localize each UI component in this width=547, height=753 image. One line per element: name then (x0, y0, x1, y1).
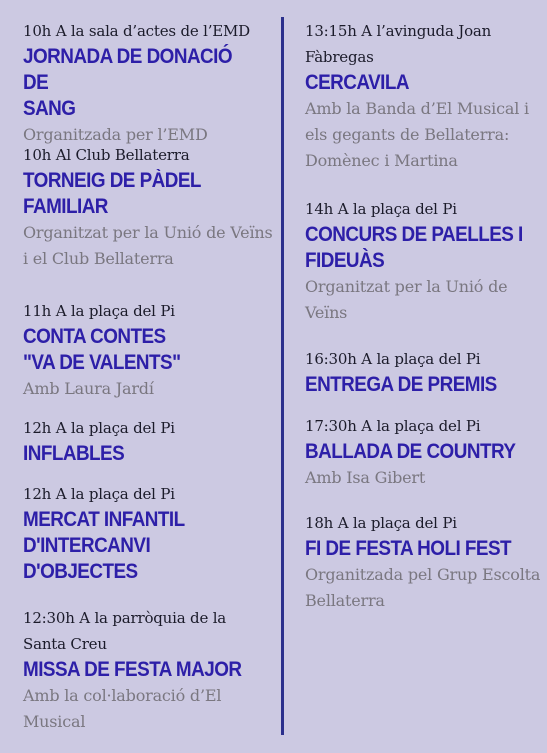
event-country-dance (305, 413, 547, 491)
event-title: BALLADA DE COUNTRY (305, 440, 516, 463)
event-title: FI DE FESTA HOLI FEST (305, 537, 512, 560)
event-holi-fest (305, 510, 547, 614)
event-inflatables (23, 415, 273, 467)
event-blood-donation (23, 18, 273, 148)
event-children-market (23, 481, 273, 585)
event-title: MISSA DE FESTA MAJOR (23, 658, 242, 681)
event-title: CONTA CONTES "VA DE VALENTS" (23, 325, 181, 374)
event-time: 18h A la plaça del Pi (305, 514, 457, 532)
event-time: 16:30h A la plaça del Pi (305, 350, 481, 368)
event-time: 11h A la plaça del Pi (23, 302, 175, 320)
event-time: 10h A la sala d’actes de l’EMD (23, 22, 251, 40)
event-note: Organitzat per la Unió de Veïns (305, 277, 508, 322)
event-time: 17:30h A la plaça del Pi (305, 417, 481, 435)
event-parade (305, 18, 547, 174)
event-paella-contest (305, 196, 547, 326)
event-padel-tournament (23, 142, 273, 272)
event-note: Amb Isa Gibert (305, 468, 426, 487)
event-time: 13:15h A l’avinguda Joan Fàbregas (305, 22, 492, 66)
event-title: CERCAVILA (305, 71, 409, 94)
event-title: JORNADA DE DONACIÓ DE SANG (23, 45, 233, 120)
event-title: CONCURS DE PAELLES I FIDEUÀS (305, 223, 523, 272)
event-time: 14h A la plaça del Pi (305, 200, 457, 218)
event-note: Organitzada per l’EMD (23, 125, 208, 144)
event-time: 12h A la plaça del Pi (23, 485, 175, 503)
event-note: Amb la Banda d’El Musical i els gegants de Bellaterra: Domènec i Martina (305, 99, 529, 170)
event-note: Organitzat per la Unió de Veïns i el Club Bellaterra (23, 223, 273, 268)
event-title: TORNEIG DE PÀDEL FAMILIAR (23, 169, 201, 218)
event-festival-mass (23, 605, 273, 735)
event-note: Amb Laura Jardí (23, 379, 154, 398)
event-title: INFLABLES (23, 442, 125, 465)
event-title: MERCAT INFANTIL D'INTERCANVI D'OBJECTES (23, 508, 185, 583)
event-time: 12:30h A la parròquia de la Santa Creu (23, 609, 227, 653)
event-storytelling (23, 298, 273, 402)
event-note: Organitzada pel Grup Escolta Bellaterra (305, 565, 541, 610)
event-awards (305, 346, 547, 398)
event-note: Amb la col·laboració d’El Musical (23, 686, 222, 731)
column-divider (281, 17, 284, 735)
event-title: ENTREGA DE PREMIS (305, 373, 497, 396)
event-time: 10h Al Club Bellaterra (23, 146, 190, 164)
event-time: 12h A la plaça del Pi (23, 419, 175, 437)
